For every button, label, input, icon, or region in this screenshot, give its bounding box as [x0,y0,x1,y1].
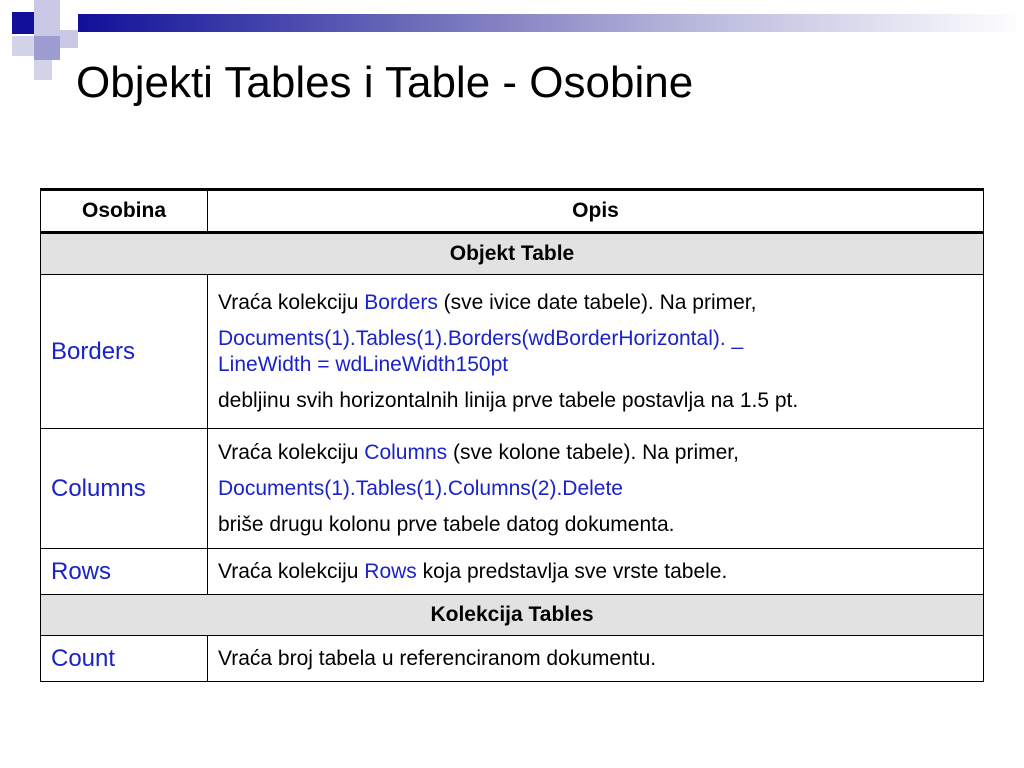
decor-square [12,12,34,34]
table-row [41,636,984,682]
code-example: Documents(1).Tables(1).Columns(2).Delete [218,476,623,500]
code-example [218,326,973,378]
description-text: Vraća kolekciju [218,440,365,464]
decor-square [60,0,78,30]
example-result: briše drugu kolonu prve tabele datog dokumenta. [218,512,675,536]
code-line: Documents(1).Tables(1).Borders(wdBorderHorizontal). _ [218,326,744,350]
description-text: (sve ivice date tabele). Na primer, [437,290,757,314]
example-result: debljinu svih horizontalnih linija prve tabele postavlja na 1.5 pt. [218,388,799,412]
decor-square [34,36,60,60]
property-description [208,549,984,595]
section-label: Objekt Table [41,233,984,275]
description-text: (sve kolone tabele). Na primer, [447,440,739,464]
property-description [208,429,984,549]
slide-title: Objekti Tables i Table - Osobine [76,58,694,107]
property-name: Rows [41,549,208,595]
table-header-row [41,190,984,233]
property-name: Borders [41,275,208,429]
properties-table [40,188,984,682]
highlighted-keyword: Columns [364,440,448,464]
description-line [218,290,973,316]
column-header-opis: Opis [208,190,984,233]
property-name: Count [41,636,208,682]
description-line [218,440,973,466]
description-text: Vraća kolekciju [218,290,365,314]
table-row [41,549,984,595]
description-text: Vraća kolekciju [218,559,365,583]
decor-square [12,36,34,56]
property-description [208,275,984,429]
decor-square [60,30,78,48]
column-header-osobina: Osobina [41,190,208,233]
decor-square [34,0,60,36]
description-text: koja predstavlja sve vrste tabele. [416,559,728,583]
header-gradient-bar [78,14,1024,32]
property-name: Columns [41,429,208,549]
section-row [41,595,984,636]
decor-square [34,60,52,80]
highlighted-keyword: Rows [364,559,417,583]
highlighted-keyword: Borders [364,290,438,314]
section-label: Kolekcija Tables [41,595,984,636]
code-line: LineWidth = wdLineWidth150pt [218,352,509,376]
section-row [41,233,984,275]
table-row [41,429,984,549]
property-description: Vraća broj tabela u referenciranom dokumentu. [208,636,984,682]
table-row [41,275,984,429]
